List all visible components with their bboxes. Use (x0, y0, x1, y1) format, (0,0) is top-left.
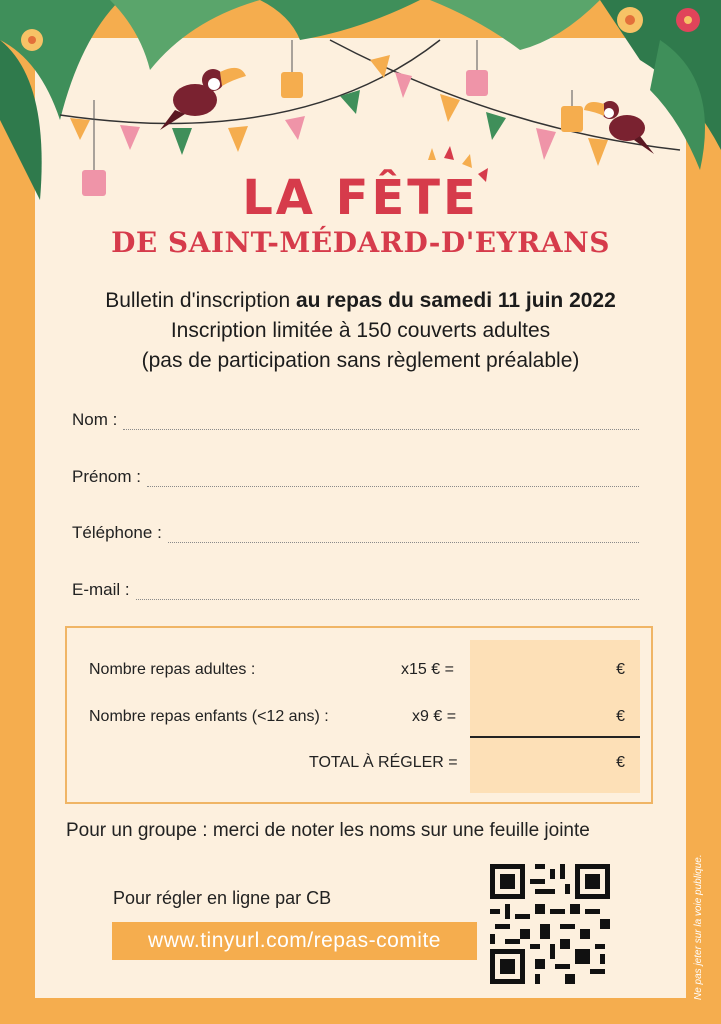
children-label: Nombre repas enfants (<12 ans) : (89, 708, 329, 725)
telephone-label: Téléphone : (72, 523, 162, 542)
intro-date: au repas du samedi 11 juin 2022 (295, 289, 616, 312)
prenom-label: Prénom : (72, 467, 141, 486)
event-subtitle: DE SAINT-MÉDARD-D'EYRANS (111, 226, 610, 259)
event-title: LA FÊTE (242, 170, 479, 226)
adults-label: Nombre repas adultes : (89, 661, 256, 678)
email-label: E-mail : (72, 580, 130, 599)
adults-price: x15 € = (401, 661, 454, 678)
pricing-box (65, 626, 653, 804)
group-note: Pour un groupe : merci de noter les noms sur une feuille jointe (66, 820, 590, 841)
intro-line-3: (pas de participation sans règlement préalable) (141, 349, 580, 372)
prenom-line[interactable] (147, 472, 639, 487)
intro-line-1: Bulletin d'inscription au repas du samedi 11 juin 2022 (105, 289, 616, 312)
children-price: x9 € = (412, 708, 457, 725)
nom-line[interactable] (123, 415, 639, 430)
nom-label: Nom : (72, 410, 118, 429)
prenom-field[interactable] (72, 467, 639, 487)
email-line[interactable] (136, 585, 639, 600)
telephone-line[interactable] (168, 528, 639, 543)
children-euro: € (616, 708, 625, 725)
total-rule (470, 736, 640, 738)
total-label: TOTAL À RÉGLER = (309, 754, 458, 771)
total-euro: € (616, 754, 625, 771)
amount-column[interactable] (470, 640, 640, 793)
telephone-field[interactable] (72, 523, 639, 543)
intro-line-2: Inscription limitée à 150 couverts adultes (170, 319, 551, 342)
payment-label: Pour régler en ligne par CB (113, 888, 332, 908)
intro-text (0, 286, 721, 376)
adults-euro: € (616, 661, 625, 678)
payment-url-link[interactable]: www.tinyurl.com/repas-comite (112, 922, 477, 960)
side-note: Ne pas jeter sur la voie publique. (693, 854, 704, 1000)
nom-field[interactable] (72, 410, 639, 430)
email-field[interactable] (72, 580, 639, 600)
qr-code-icon[interactable] (490, 864, 610, 984)
